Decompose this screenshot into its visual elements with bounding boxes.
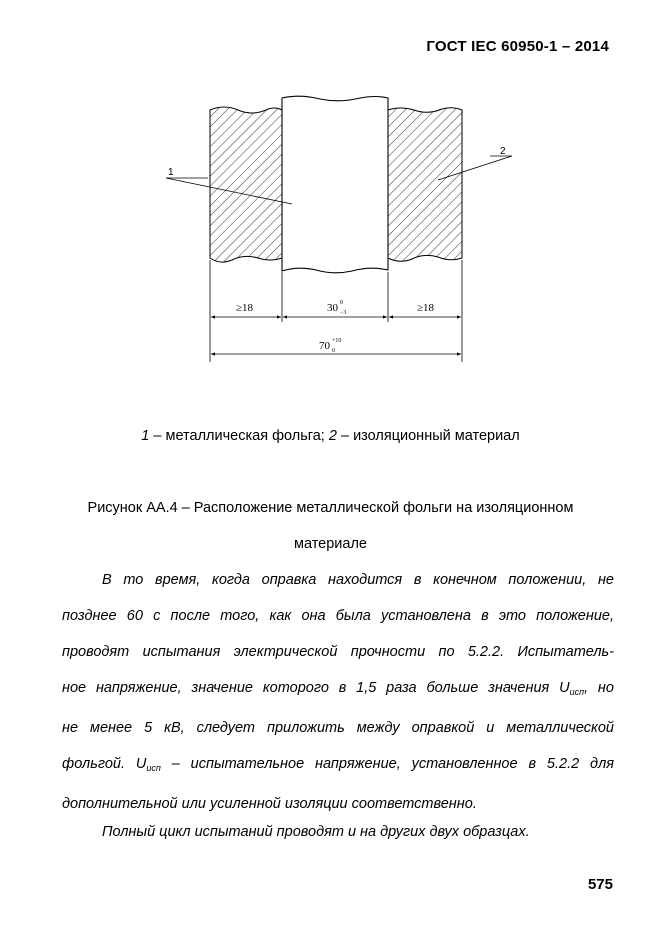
figure-legend: 1 – металлическая фольга; 2 – изоляционный материал [141,428,520,444]
figure-caption-line-2: материале [293,536,367,552]
dimension-total-label: 70 [319,340,330,352]
metal-foil [282,96,388,273]
insulation-left [210,107,282,262]
dimension-center-label: 30 [327,302,338,314]
dimension-right-label: ≥18 [417,302,435,314]
dimension-total-lower: 0 [332,348,335,354]
dimension-total-upper: +10 [332,338,342,344]
dimension-center-upper: 0 [340,300,343,306]
callout-1-label: 1 [168,167,174,178]
figure-caption-line-1: Рисунок АА.4 – Расположение металлической фольги на изоляционном [87,500,574,516]
dimension-left-label: ≥18 [236,302,254,314]
body-paragraph-2: Полный цикл испытаний проводят и на других двух образцах. [102,824,530,840]
foil-arrangement-figure [0,0,661,400]
dimension-center-lower: −3 [340,310,347,316]
page-number: 575 [587,876,613,893]
insulation-right [388,108,462,262]
document-header: ГОСТ IEC 60950-1 – 2014 [426,38,609,55]
callout-2-label: 2 [500,146,506,157]
body-paragraph-1: В то время, когда оправка находится в конечном положении, не позднее 60 с после того, как она была установлена в это положение, проводят испытания электрической прочности по 5.2.2. Испытатель- ное напряжение, значение которого в 1,5 раза больше значения $U_{исп}$, но не менее 5 кВ, следует приложить между оправкой и металлической фольгой. $U_{исп}$ – испытательное напряжение, установленное в 5.2.2 для дополнительной или усиленной изоляции соответственно. [62,572,614,812]
